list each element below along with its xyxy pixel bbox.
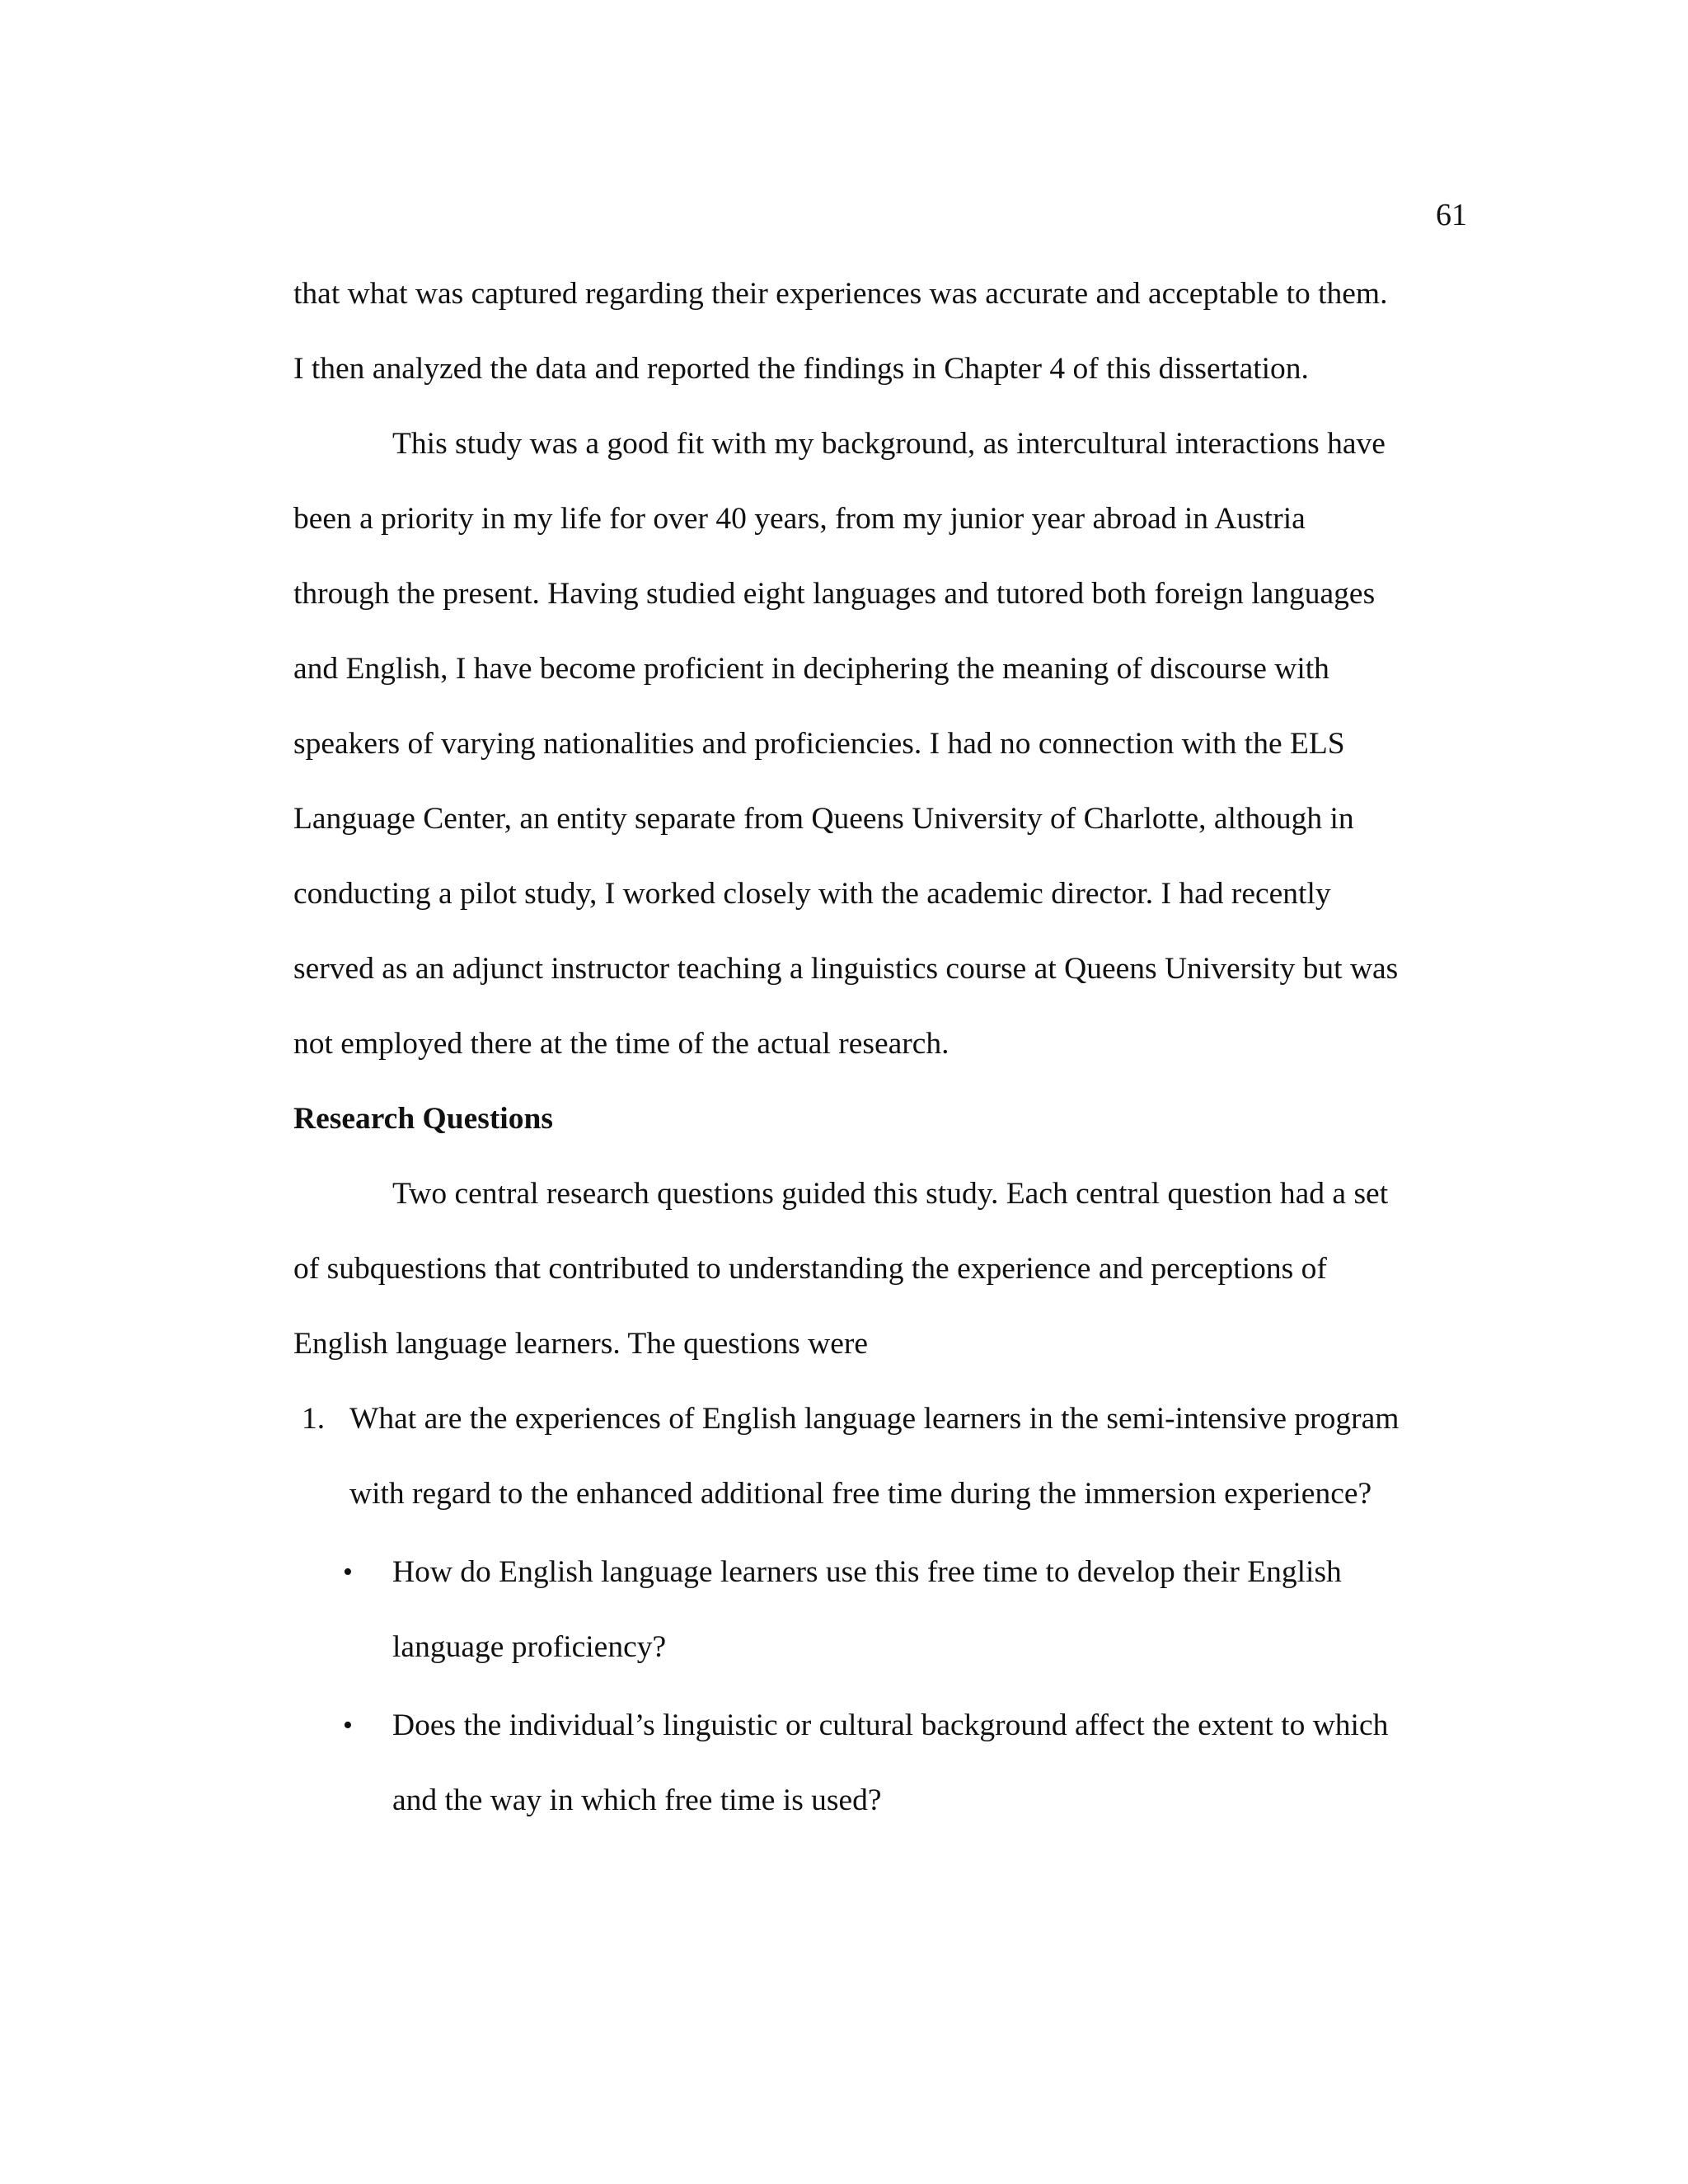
paragraph-line: and English, I have become proficient in deciphering the meaning of discourse with — [293, 652, 1329, 686]
paragraph-line: through the present. Having studied eight languages and tutored both foreign languages — [293, 577, 1376, 611]
question-number: 1. — [302, 1402, 326, 1436]
document-body — [293, 256, 1472, 1838]
paragraph-line: served as an adjunct instructor teaching a linguistics course at Queens University but was — [293, 952, 1399, 986]
section-heading: Research Questions — [293, 1102, 553, 1136]
subquestion-item — [293, 1535, 1472, 1610]
page-number: 61 — [1436, 198, 1467, 232]
paragraph-line: of subquestions that contributed to understanding the experience and perceptions of — [293, 1252, 1327, 1286]
subquestion-text: How do English language learners use this free time to develop their English — [392, 1555, 1342, 1589]
paragraph-line: been a priority in my life for over 40 years, from my junior year abroad in Austria — [293, 502, 1306, 536]
paragraph-line: Two central research questions guided this study. Each central question had a set — [392, 1177, 1389, 1211]
bullet-icon: • — [343, 1710, 353, 1741]
question-item — [293, 1381, 1472, 1456]
paragraph-line: that what was captured regarding their experiences was accurate and acceptable to them. — [293, 277, 1388, 311]
subquestion-text-continuation: language proficiency? — [392, 1630, 667, 1664]
bullet-icon: • — [343, 1557, 353, 1587]
subquestion-text: Does the individual’s linguistic or cultural background affect the extent to which — [392, 1708, 1389, 1742]
paragraph-line: I then analyzed the data and reported the findings in Chapter 4 of this dissertation. — [293, 352, 1309, 386]
paragraph-line: This study was a good fit with my background, as intercultural interactions have — [392, 427, 1386, 461]
paragraph-line: English language learners. The questions were — [293, 1327, 869, 1361]
subquestion-text-continuation: and the way in which free time is used? — [392, 1783, 882, 1817]
question-text-continuation: with regard to the enhanced additional free time during the immersion experience? — [349, 1477, 1372, 1511]
paragraph-line: conducting a pilot study, I worked closely with the academic director. I had recently — [293, 877, 1331, 911]
paragraph-line: Language Center, an entity separate from Queens University of Charlotte, although in — [293, 802, 1354, 836]
subquestion-item — [293, 1688, 1472, 1763]
paragraph-line: speakers of varying nationalities and proficiencies. I had no connection with the ELS — [293, 727, 1345, 761]
question-text: What are the experiences of English language learners in the semi-intensive program — [349, 1402, 1400, 1436]
paragraph-line: not employed there at the time of the actual research. — [293, 1027, 950, 1061]
